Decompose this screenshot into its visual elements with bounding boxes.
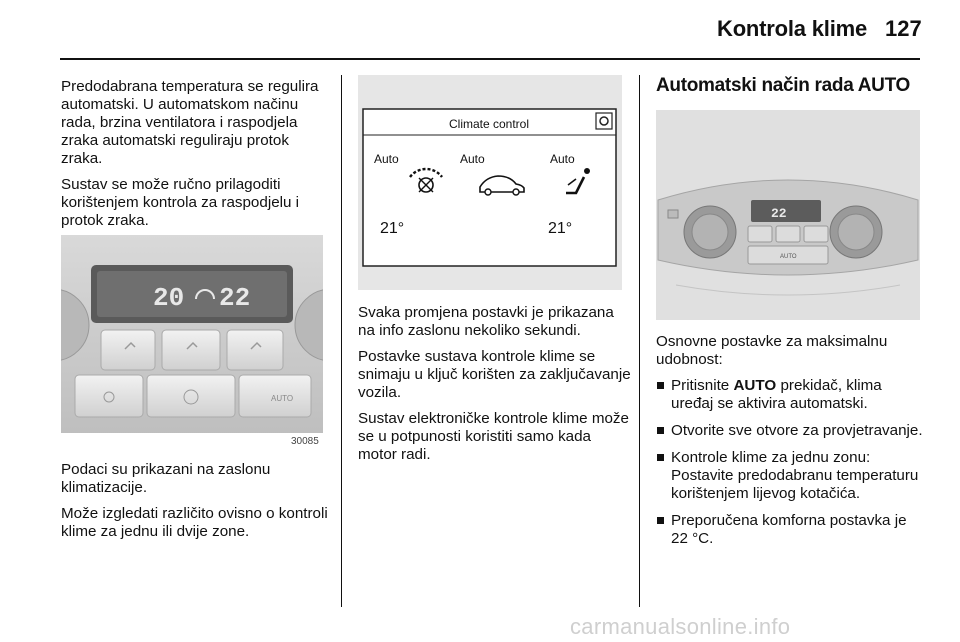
list-item: Kontrole klime za jednu zonu: Postavite predodabranu temperaturu korištenjem lijevog kotačića.	[656, 449, 926, 503]
column-1-top	[61, 78, 333, 238]
screen-label-auto-left: Auto	[374, 152, 399, 166]
header-rule	[60, 58, 920, 60]
paragraph: Može izgledati različito ovisno o kontroli klime za jednu ili dvije zone.	[61, 505, 328, 540]
paragraph: Sustav elektroničke kontrole klime može se u potpunosti koristiti samo kada motor radi.	[358, 410, 629, 463]
paragraph: Predodabrana temperatura se regulira automatski. U automatskom načinu rada, brzina ventilatora i raspodjela zraka automatski reguliraju protok zraka.	[61, 78, 319, 167]
column-3-heading	[656, 77, 926, 107]
page-number: 127	[885, 16, 922, 41]
column-1-bottom	[61, 461, 336, 549]
column-divider-2	[639, 75, 640, 607]
paragraph: Podaci su prikazani na zaslonu klimatizacije.	[61, 461, 271, 496]
list-item: Otvorite sve otvore za provjetravanje.	[656, 422, 926, 440]
screen-temp-left: 21°	[380, 220, 405, 237]
column-2-text	[358, 304, 633, 472]
column-3-text	[656, 333, 926, 557]
paragraph: Postavke sustava kontrole klime se snimaju u ključ korišten za zaključavanje vozila.	[358, 348, 631, 401]
figure-number: 30085	[291, 436, 319, 445]
climate-screen-figure	[358, 75, 622, 290]
section-heading: Automatski način rada AUTO	[656, 75, 911, 96]
display-temp: 22	[771, 206, 787, 221]
settings-icon	[596, 113, 612, 129]
paragraph: Svaka promjena postavki je prikazana na info zaslonu nekoliko sekundi.	[358, 304, 614, 339]
screen-temp-right: 21°	[548, 220, 573, 237]
watermark: carmanualsonline.info	[570, 614, 791, 639]
list-item: Preporučena komforna postavka je 22 °C.	[656, 512, 926, 548]
column-divider-1	[341, 75, 342, 607]
paragraph: Osnovne postavke za maksimalnu udobnost:	[656, 333, 888, 368]
page-header-title: Kontrola klime	[717, 16, 868, 41]
paragraph: Sustav se može ručno prilagoditi korištenjem kontrola za raspodjelu i protok zraka.	[61, 176, 300, 229]
list-item: Pritisnite AUTO prekidač, klima uređaj se aktivira automatski.	[656, 377, 926, 413]
display-right-temp: 22	[219, 283, 251, 313]
auto-button-label: AUTO	[780, 254, 797, 260]
auto-button-label: AUTO	[271, 394, 294, 403]
screen-label-auto-right: Auto	[550, 152, 575, 166]
screen-label-auto-center: Auto	[460, 152, 485, 166]
bullet-list	[656, 377, 926, 548]
climate-panel-figure	[61, 235, 323, 445]
display-left-temp: 20	[153, 283, 185, 313]
screen-title: Climate control	[448, 117, 530, 131]
auto-panel-figure	[656, 110, 920, 320]
